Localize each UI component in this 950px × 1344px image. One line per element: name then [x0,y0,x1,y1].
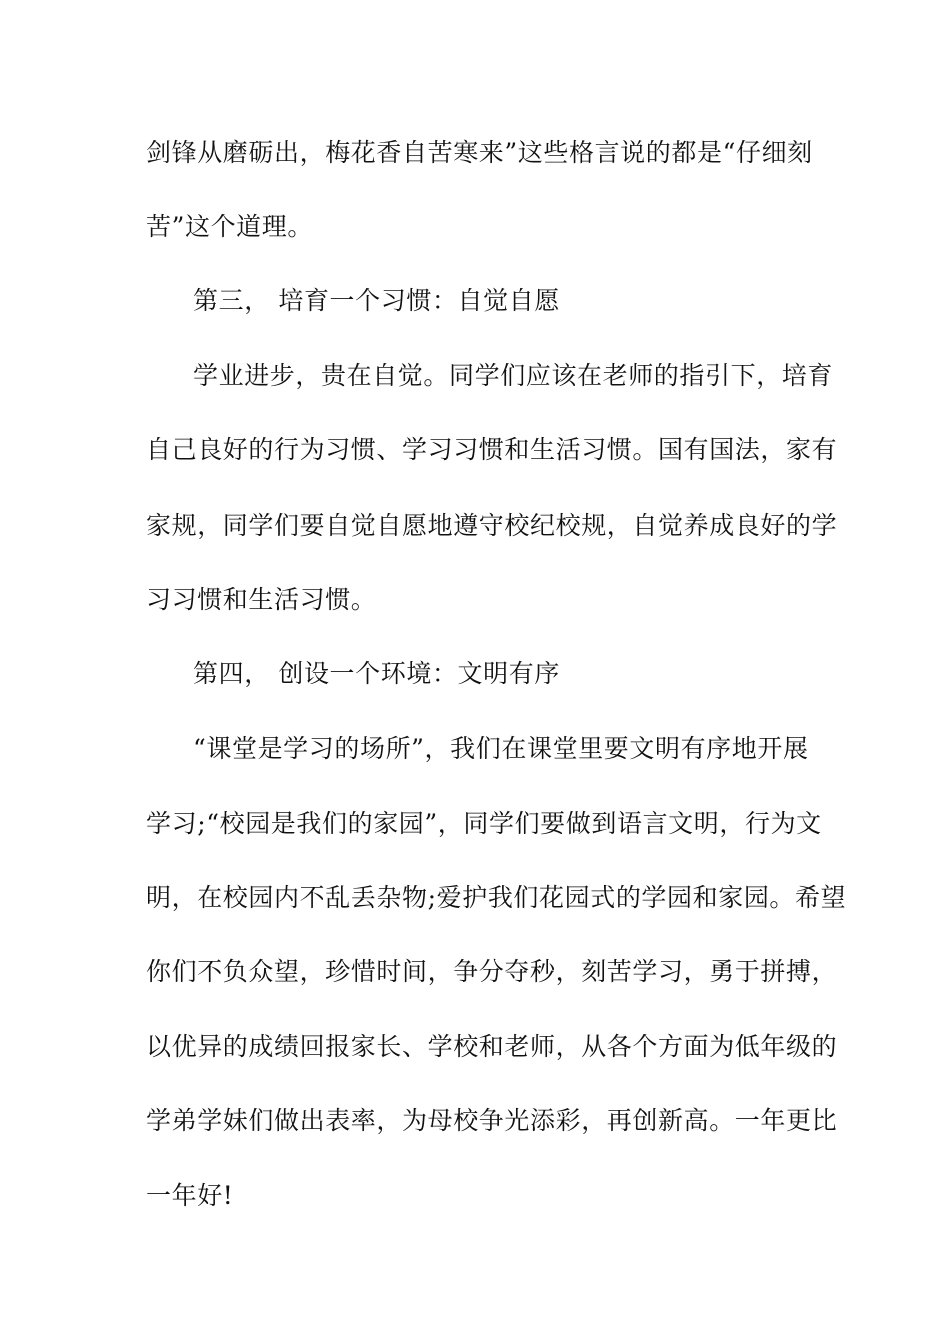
text-line: 苦”这个道理。 [146,212,313,241]
section-heading-four: 第四， 创设一个环境：文明有序 [193,659,560,688]
text-line: 一年好! [146,1181,234,1210]
text-line: 家规，同学们要自觉自愿地遵守校纪校规，自觉养成良好的学 [146,511,838,540]
text-line: 明，在校园内不乱丢杂物;爱护我们花园式的学园和家园。希望 [146,883,847,912]
text-line: 学习;“校园是我们的家园”，同学们要做到语言文明，行为文 [146,809,822,838]
text-line: 学业进步，贵在自觉。同学们应该在老师的指引下，培育 [193,361,834,390]
section-heading-three: 第三， 培育一个习惯：自觉自愿 [193,286,560,315]
text-line: 剑锋从磨砺出，梅花香自苦寒来”这些格言说的都是“仔细刻 [146,138,813,167]
text-line: 学弟学妹们做出表率，为母校争光添彩，再创新高。一年更比 [146,1106,838,1135]
text-line: 习习惯和生活习惯。 [146,585,377,614]
text-line: 自己良好的行为习惯、学习习惯和生活习惯。国有国法，家有 [146,435,838,464]
text-line: “课堂是学习的场所”，我们在课堂里要文明有序地开展 [193,734,809,763]
text-line: 你们不负众望，珍惜时间，争分夺秒，刻苦学习，勇于拼搏， [146,957,838,986]
text-line: 以优异的成绩回报家长、学校和老师，从各个方面为低年级的 [146,1032,838,1061]
